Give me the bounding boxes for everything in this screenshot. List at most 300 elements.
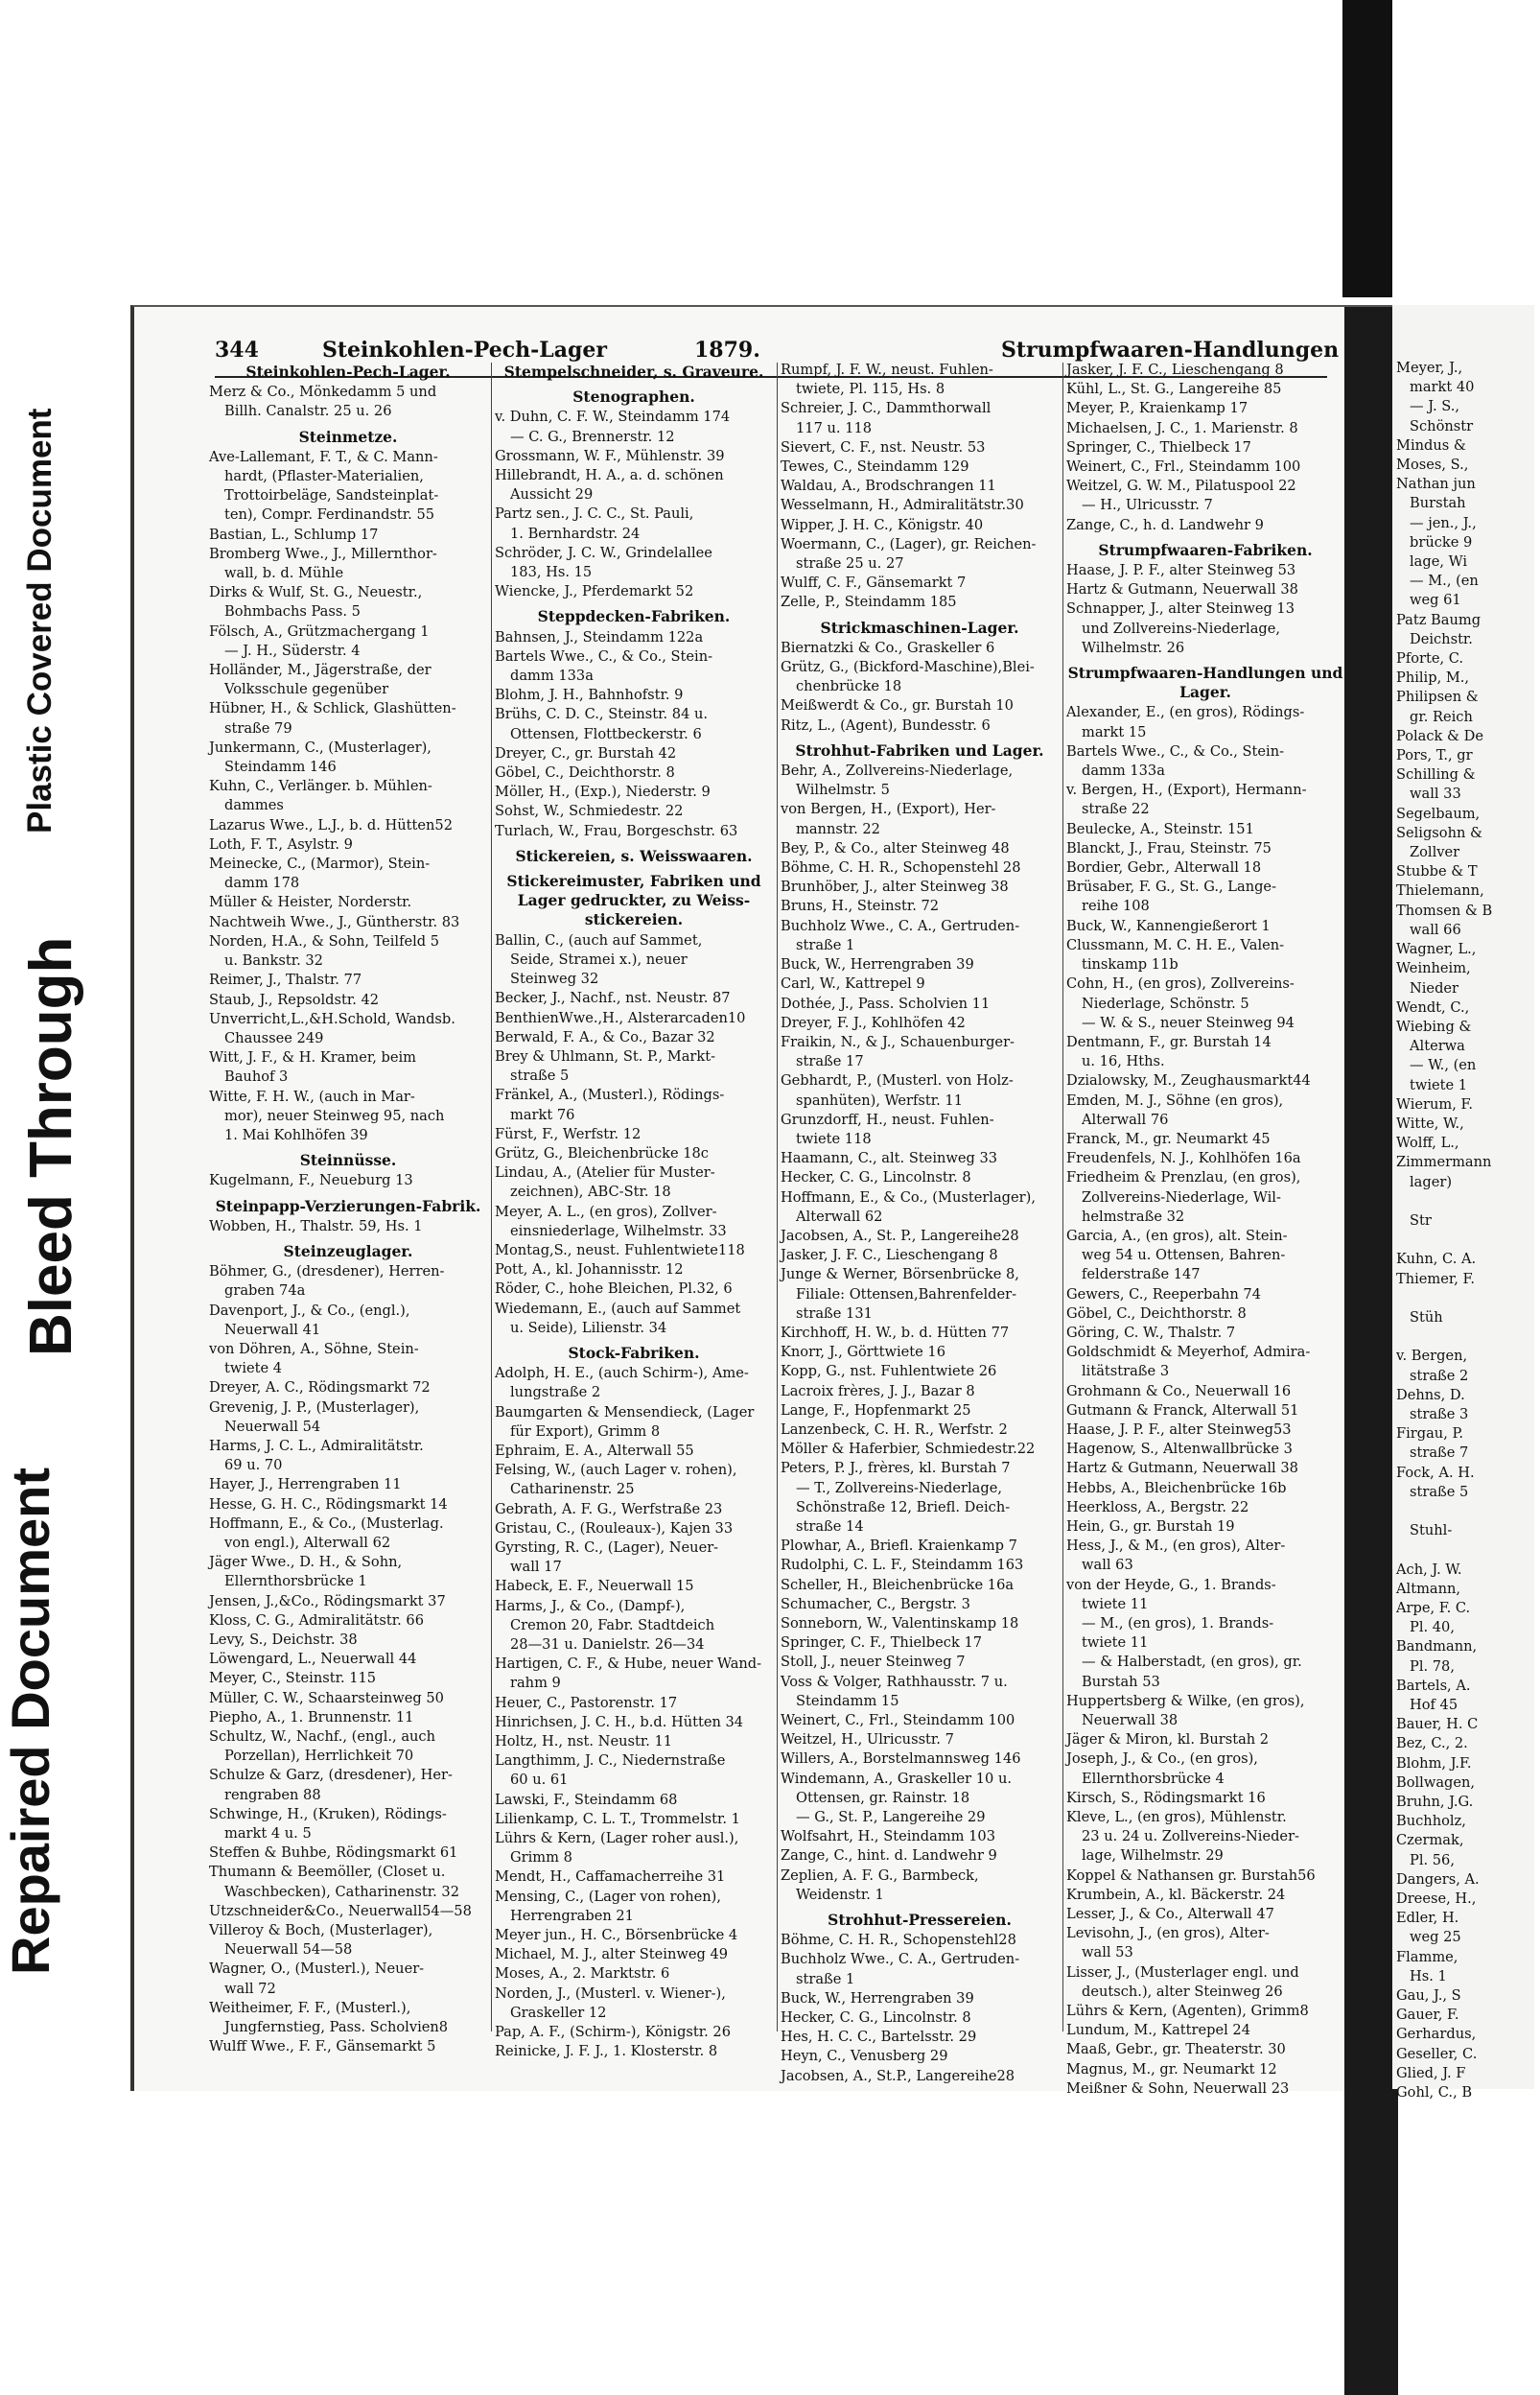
directory-entry: straße 131 bbox=[796, 1304, 873, 1322]
facing-entry: weg 61 bbox=[1410, 592, 1461, 609]
facing-entry: markt 40 bbox=[1410, 379, 1475, 396]
directory-entry: Ritz, L., (Agent), Bundesstr. 6 bbox=[781, 716, 991, 734]
directory-entry: Lindau, A., (Atelier für Muster- bbox=[495, 1164, 715, 1182]
directory-entry: Haamann, C., alt. Steinweg 33 bbox=[781, 1150, 998, 1167]
directory-entry: Springer, C. F., Thielbeck 17 bbox=[781, 1634, 983, 1652]
directory-entry: 60 u. 61 bbox=[510, 1772, 569, 1789]
directory-entry: Weitzel, H., Ulricusstr. 7 bbox=[781, 1731, 954, 1749]
directory-entry: Zollvereins-Niederlage, Wil- bbox=[1082, 1188, 1281, 1206]
directory-entry: — J. H., Süderstr. 4 bbox=[224, 642, 361, 659]
directory-entry: Tewes, C., Steindamm 129 bbox=[781, 458, 969, 476]
facing-entry bbox=[1396, 1502, 1540, 1521]
directory-entry: 117 u. 118 bbox=[796, 419, 873, 436]
directory-entry: Harms, J., & Co., (Dampf-), bbox=[495, 1597, 686, 1614]
directory-entry: Bahnsen, J., Steindamm 122a bbox=[495, 628, 704, 646]
directory-entry: Hübner, H., & Schlick, Glashütten- bbox=[209, 700, 456, 717]
plastic-covered-label: Plastic Covered Document bbox=[21, 408, 58, 834]
facing-page-fragment bbox=[1392, 305, 1534, 2101]
directory-entry: v. Bergen, H., (Export), Hermann- bbox=[1066, 782, 1307, 799]
facing-entry: Buchholz, bbox=[1396, 1813, 1466, 1830]
facing-entry: Pors, T., gr bbox=[1396, 747, 1473, 764]
directory-entry: Fränkel, A., (Musterl.), Rödings- bbox=[495, 1087, 725, 1104]
directory-entry: Hinrichsen, J. C. H., b.d. Hütten 34 bbox=[495, 1713, 744, 1730]
facing-entry: Gerhardus, bbox=[1396, 2026, 1477, 2043]
directory-entry: u. Bankstr. 32 bbox=[224, 952, 323, 970]
facing-entry: brücke 9 bbox=[1410, 533, 1473, 551]
facing-entry: Nathan jun bbox=[1396, 476, 1476, 493]
directory-entry: Dreyer, C., gr. Burstah 42 bbox=[495, 744, 677, 762]
directory-entry: Lange, F., Hopfenmarkt 25 bbox=[781, 1401, 971, 1419]
directory-entry: Waschbecken), Catharinenstr. 32 bbox=[224, 1883, 459, 1900]
directory-entry: Norden, H.A., & Sohn, Teilfeld 5 bbox=[209, 932, 440, 950]
directory-entry: lage, Wilhelmstr. 29 bbox=[1082, 1847, 1224, 1865]
facing-entry: Weinheim, bbox=[1396, 960, 1471, 977]
directory-entry: markt 76 bbox=[510, 1106, 575, 1123]
facing-entry: Burstah bbox=[1410, 495, 1466, 512]
directory-entry: BenthienWwe.,H., Alsterarcaden10 bbox=[495, 1009, 746, 1026]
directory-entry: Hartz & Gutmann, Neuerwall 38 bbox=[1066, 581, 1298, 599]
directory-entry: Alexander, E., (en gros), Rödings- bbox=[1066, 704, 1305, 721]
directory-entry: Plowhar, A., Briefl. Kraienkamp 7 bbox=[781, 1538, 1017, 1555]
facing-entry: Bartels, A. bbox=[1396, 1677, 1471, 1694]
directory-entry: Gutmann & Franck, Alterwall 51 bbox=[1066, 1401, 1299, 1419]
directory-entry: Partz sen., J. C. C., St. Pauli, bbox=[495, 505, 694, 523]
directory-entry: Göbel, C., Deichthorstr. 8 bbox=[1066, 1304, 1247, 1322]
directory-entry: Weitzel, G. W. M., Pilatuspool 22 bbox=[1066, 478, 1296, 495]
directory-entry: Steindamm 146 bbox=[224, 759, 337, 776]
facing-entry: Thiemer, F. bbox=[1396, 1270, 1476, 1287]
directory-entry: von der Heyde, G., 1. Brands- bbox=[1066, 1576, 1276, 1593]
directory-entry: Jasker, J. F. C., Lieschengang 8 bbox=[1066, 362, 1284, 378]
directory-entry: Buchholz Wwe., C. A., Gertruden- bbox=[781, 917, 1020, 934]
directory-entry: Volksschule gegenüber bbox=[224, 681, 389, 698]
directory-entry: Hayer, J., Herrengraben 11 bbox=[209, 1476, 402, 1493]
directory-entry: Lawski, F., Steindamm 68 bbox=[495, 1791, 678, 1808]
section-heading: Stempelschneider, s. Graveure. bbox=[503, 363, 764, 381]
directory-entry: Gebrath, A. F. G., Werfstraße 23 bbox=[495, 1500, 723, 1517]
directory-entry: von engl.), Alterwall 62 bbox=[224, 1534, 391, 1551]
directory-entry: Zange, C., h. d. Landwehr 9 bbox=[1066, 516, 1264, 533]
section-heading: Strickmaschinen-Lager. bbox=[820, 618, 1019, 637]
facing-entry: Edler, H. bbox=[1396, 1910, 1459, 1927]
directory-entry: Springer, C., Thielbeck 17 bbox=[1066, 438, 1251, 456]
directory-entry: Billh. Canalstr. 25 u. 26 bbox=[224, 403, 392, 420]
facing-entry bbox=[1396, 1231, 1540, 1250]
directory-entry: 183, Hs. 15 bbox=[510, 564, 593, 581]
directory-entry: Haase, J. P. F., alter Steinweg53 bbox=[1066, 1421, 1292, 1438]
directory-entry: wall 63 bbox=[1082, 1557, 1133, 1574]
section-heading: Steppdecken-Fabriken. bbox=[537, 607, 731, 626]
directory-entry: Schönstraße 12, Briefl. Deich- bbox=[796, 1498, 1011, 1515]
directory-entry: Grütz, G., (Bickford-Maschine),Blei- bbox=[781, 659, 1035, 676]
facing-entry bbox=[1396, 1540, 1540, 1560]
directory-entry: Bartels Wwe., C., & Co., Stein- bbox=[495, 647, 713, 665]
directory-entry: wall 17 bbox=[510, 1559, 562, 1576]
directory-entry: Neuerwall 54—58 bbox=[224, 1941, 353, 1959]
directory-entry: twiete 11 bbox=[1082, 1634, 1149, 1652]
directory-entry: Fraikin, N., & J., Schauenburger- bbox=[781, 1033, 1015, 1050]
directory-entry: Staub, J., Repsoldstr. 42 bbox=[209, 991, 380, 1008]
facing-entry: Bollwagen, bbox=[1396, 1773, 1476, 1791]
directory-entry: Krumbein, A., kl. Bäckerstr. 24 bbox=[1066, 1886, 1286, 1903]
directory-entry: Rumpf, J. F. W., neust. Fuhlen- bbox=[781, 362, 993, 378]
directory-entry: Heyn, C., Venusberg 29 bbox=[781, 2048, 948, 2065]
directory-entry: Kuhn, C., Verlänger. b. Mühlen- bbox=[209, 778, 432, 795]
facing-entry: Pl. 78, bbox=[1410, 1657, 1455, 1675]
section-heading: Steinnüsse. bbox=[299, 1151, 397, 1170]
facing-entry: — W., (en bbox=[1410, 1057, 1477, 1074]
directory-entry: Pap, A. F., (Schirm-), Königstr. 26 bbox=[495, 2024, 731, 2041]
facing-entry: Hs. 1 bbox=[1410, 1967, 1447, 1984]
directory-entry: von Döhren, A., Söhne, Stein- bbox=[209, 1340, 419, 1357]
directory-entry: Porzellan), Herrlichkeit 70 bbox=[224, 1748, 414, 1765]
directory-entry: Montag,S., neust. Fuhlentwiete118 bbox=[495, 1241, 745, 1258]
facing-entry: Firgau, P. bbox=[1396, 1425, 1463, 1443]
directory-entry: Gristau, C., (Rouleaux-), Kajen 33 bbox=[495, 1519, 734, 1537]
directory-entry: Schumacher, C., Bergstr. 3 bbox=[781, 1595, 970, 1612]
directory-entry: rengraben 88 bbox=[224, 1786, 321, 1803]
directory-entry: Harms, J. C. L., Admiralitätstr. bbox=[209, 1437, 424, 1454]
facing-entry: Fock, A. H. bbox=[1396, 1464, 1475, 1481]
facing-entry: Polack & De bbox=[1396, 727, 1484, 744]
directory-entry: Stoll, J., neuer Steinweg 7 bbox=[781, 1654, 966, 1671]
directory-entry: Filiale: Ottensen,Bahrenfelder- bbox=[796, 1285, 1017, 1303]
directory-entry: Hecker, C. G., Lincolnstr. 8 bbox=[781, 1169, 971, 1186]
directory-entry: Steindamm 15 bbox=[796, 1692, 899, 1709]
directory-entry: Villeroy & Boch, (Musterlager), bbox=[209, 1922, 433, 1939]
directory-entry: mannstr. 22 bbox=[796, 820, 880, 837]
directory-entry: straße 79 bbox=[224, 719, 292, 737]
directory-entry: Brey & Uhlmann, St. P., Markt- bbox=[495, 1047, 716, 1065]
directory-entry: ten), Compr. Ferdinandstr. 55 bbox=[224, 506, 435, 524]
facing-entry: Zimmermann bbox=[1396, 1154, 1492, 1171]
facing-entry: Gohl, C., B bbox=[1396, 2084, 1473, 2101]
section-heading: Steinkohlen-Pech-Lager. bbox=[245, 363, 451, 381]
facing-entry: Dreese, H., bbox=[1396, 1890, 1477, 1908]
facing-entry: wall 33 bbox=[1410, 786, 1461, 803]
column-1 bbox=[209, 361, 487, 2055]
directory-entry: Catharinenstr. 25 bbox=[510, 1481, 635, 1498]
directory-entry: Knorr, J., Görttwiete 16 bbox=[781, 1344, 946, 1361]
directory-entry: Göbel, C., Deichthorstr. 8 bbox=[495, 764, 675, 782]
directory-entry: — C. G., Brennerstr. 12 bbox=[510, 428, 675, 445]
facing-entry: Dangers, A. bbox=[1396, 1870, 1480, 1888]
facing-entry: Wierum, F. bbox=[1396, 1095, 1474, 1113]
directory-entry: Scheller, H., Bleichenbrücke 16a bbox=[781, 1576, 1015, 1593]
directory-entry: Meyer, C., Steinstr. 115 bbox=[209, 1670, 377, 1687]
directory-entry: Bohmbachs Pass. 5 bbox=[224, 603, 361, 621]
facing-entry: Zollver bbox=[1410, 844, 1460, 861]
directory-entry: weg 54 u. Ottensen, Bahren- bbox=[1082, 1247, 1286, 1264]
section-heading: Steinmetze. bbox=[298, 427, 398, 446]
directory-entry: Holtz, H., nst. Neustr. 11 bbox=[495, 1733, 673, 1750]
directory-entry: Bartels Wwe., C., & Co., Stein- bbox=[1066, 742, 1285, 760]
facing-entry: Glied, J. F bbox=[1396, 2064, 1466, 2081]
directory-entry: Dentmann, F., gr. Burstah 14 bbox=[1066, 1033, 1272, 1050]
directory-entry: Hoffmann, E., & Co., (Musterlager), bbox=[781, 1188, 1036, 1206]
directory-entry: Pott, A., kl. Johannisstr. 12 bbox=[495, 1261, 684, 1279]
directory-entry: Ephraim, E. A., Alterwall 55 bbox=[495, 1442, 694, 1459]
facing-entry: Str bbox=[1410, 1211, 1432, 1229]
year-label: 1879. bbox=[694, 338, 760, 363]
directory-entry: Kleve, L., (en gros), Mühlenstr. bbox=[1066, 1809, 1287, 1826]
directory-entry: Rudolphi, C. L. F., Steindamm 163 bbox=[781, 1557, 1024, 1574]
facing-entry: Bandmann, bbox=[1396, 1638, 1478, 1655]
directory-entry: Jasker, J. F. C., Lieschengang 8 bbox=[781, 1247, 998, 1264]
facing-entry: straße 5 bbox=[1410, 1483, 1469, 1500]
facing-entry: Pl. 40, bbox=[1410, 1619, 1455, 1636]
directory-entry: Kirchhoff, H. W., b. d. Hütten 77 bbox=[781, 1324, 1010, 1341]
directory-entry: Gebhardt, P., (Musterl. von Holz- bbox=[781, 1072, 1014, 1090]
directory-entry: Neuerwall 38 bbox=[1082, 1712, 1178, 1729]
directory-entry: Lundum, M., Kattrepel 24 bbox=[1066, 2022, 1251, 2039]
directory-entry: Norden, J., (Musterl. v. Wiener-), bbox=[495, 1984, 726, 2002]
directory-entry: wall 72 bbox=[224, 1980, 276, 1997]
facing-entry: Ach, J. W. bbox=[1396, 1561, 1462, 1578]
section-heading: Stickereimuster, Fabriken und Lager gedruckter, zu Weiss-stickereien. bbox=[506, 872, 761, 929]
directory-entry: Willers, A., Borstelmannsweg 146 bbox=[781, 1750, 1021, 1768]
directory-entry: Schultz, W., Nachf., (engl., auch bbox=[209, 1728, 435, 1746]
directory-entry: zeichnen), ABC-Str. 18 bbox=[510, 1184, 671, 1201]
directory-entry: Meyer, A. L., (en gros), Zollver- bbox=[495, 1203, 717, 1220]
directory-entry: Junge & Werner, Börsenbrücke 8, bbox=[781, 1266, 1019, 1283]
directory-entry: Müller & Heister, Norderstr. bbox=[209, 894, 412, 911]
directory-entry: Blanckt, J., Frau, Steinstr. 75 bbox=[1066, 839, 1272, 857]
directory-entry: Junkermann, C., (Musterlager), bbox=[209, 739, 432, 756]
facing-entry: — jen., J., bbox=[1410, 514, 1477, 531]
directory-entry: Steinweg 32 bbox=[510, 971, 599, 988]
binding-shadow bbox=[1342, 0, 1392, 297]
directory-entry: Weinert, C., Frl., Steindamm 100 bbox=[1066, 458, 1301, 476]
facing-entry: Pforte, C. bbox=[1396, 650, 1464, 668]
directory-entry: Cremon 20, Fabr. Stadtdeich bbox=[510, 1616, 715, 1633]
directory-entry: — G., St. P., Langereihe 29 bbox=[796, 1809, 986, 1826]
directory-entry: Hagenow, S., Altenwallbrücke 3 bbox=[1066, 1441, 1293, 1458]
section-heading: Stickereien, s. Weisswaaren. bbox=[515, 846, 753, 865]
repaired-document-label: Repaired Document bbox=[0, 1468, 60, 1976]
directory-entry: Carl, W., Kattrepel 9 bbox=[781, 975, 925, 993]
facing-entry: — M., (en bbox=[1410, 573, 1479, 590]
directory-entry: Grunzdorff, H., neust. Fuhlen- bbox=[781, 1111, 994, 1128]
directory-entry: wall, b. d. Mühle bbox=[224, 565, 344, 582]
directory-entry: 1. Bernhardstr. 24 bbox=[510, 525, 641, 542]
left-running-title: Steinkohlen-Pech-Lager bbox=[322, 338, 607, 363]
directory-entry: Lührs & Kern, (Lager roher ausl.), bbox=[495, 1830, 739, 1847]
directory-entry: Davenport, J., & Co., (engl.), bbox=[209, 1302, 410, 1319]
directory-entry: Möller, H., (Exp.), Niederstr. 9 bbox=[495, 784, 711, 801]
column-divider bbox=[491, 363, 492, 2031]
directory-entry: Peters, P. J., frères, kl. Burstah 7 bbox=[781, 1460, 1011, 1477]
directory-entry: Hein, G., gr. Burstah 19 bbox=[1066, 1517, 1235, 1535]
facing-entry: lager) bbox=[1410, 1173, 1453, 1190]
facing-entry: Arpe, F. C. bbox=[1396, 1600, 1471, 1616]
directory-entry: Michael, M. J., alter Steinweg 49 bbox=[495, 1946, 729, 1963]
directory-entry: Wobben, H., Thalstr. 59, Hs. 1 bbox=[209, 1217, 423, 1234]
directory-entry: Woermann, C., (Lager), gr. Reichen- bbox=[781, 535, 1037, 552]
facing-entry: straße 3 bbox=[1410, 1405, 1469, 1422]
directory-entry: Hess, J., & M., (en gros), Alter- bbox=[1066, 1538, 1286, 1555]
directory-entry: Buck, W., Kannengießerort 1 bbox=[1066, 917, 1271, 934]
directory-entry: Weinert, C., Frl., Steindamm 100 bbox=[781, 1712, 1015, 1729]
directory-entry: Wiencke, J., Pferdemarkt 52 bbox=[495, 583, 694, 600]
directory-entry: spanhüten), Werfstr. 11 bbox=[796, 1092, 963, 1109]
directory-entry: Berwald, F. A., & Co., Bazar 32 bbox=[495, 1028, 715, 1045]
directory-entry: hardt, (Pflaster-Materialien, bbox=[224, 468, 424, 485]
column-3 bbox=[781, 361, 1059, 2084]
book-spine bbox=[1344, 307, 1398, 2395]
directory-entry: Lilienkamp, C. L. T., Trommelstr. 1 bbox=[495, 1810, 740, 1827]
facing-entry: Stuhl- bbox=[1410, 1522, 1453, 1539]
directory-entry: Maaß, Gebr., gr. Theaterstr. 30 bbox=[1066, 2041, 1286, 2058]
directory-entry: straße 17 bbox=[796, 1053, 864, 1070]
directory-entry: 69 u. 70 bbox=[224, 1457, 283, 1474]
directory-entry: Ellernthorsbrücke 1 bbox=[224, 1573, 367, 1590]
directory-entry: — & Halberstadt, (en gros), gr. bbox=[1082, 1654, 1302, 1671]
directory-entry: Bastian, L., Schlump 17 bbox=[209, 526, 379, 543]
section-heading: Stock-Fabriken. bbox=[568, 1343, 700, 1362]
directory-entry: Nachtweih Wwe., J., Güntherstr. 83 bbox=[209, 913, 460, 930]
directory-entry: Joseph, J., & Co., (en gros), bbox=[1066, 1750, 1258, 1768]
directory-entry: Alterwall 62 bbox=[796, 1208, 883, 1225]
directory-entry: Weitheimer, F. F., (Musterl.), bbox=[209, 1999, 411, 2016]
directory-entry: Brüsaber, F. G., St. G., Lange- bbox=[1066, 879, 1276, 896]
directory-entry: straße 25 u. 27 bbox=[796, 555, 904, 573]
facing-entry: — J. S., bbox=[1410, 398, 1459, 415]
directory-entry: Hesse, G. H. C., Rödingsmarkt 14 bbox=[209, 1495, 448, 1513]
directory-entry: Unverricht,L.,&H.Schold, Wandsb. bbox=[209, 1010, 455, 1027]
directory-entry: tinskamp 11b bbox=[1082, 956, 1178, 974]
directory-entry: Bordier, Gebr., Alterwall 18 bbox=[1066, 859, 1262, 877]
directory-entry: Ballin, C., (auch auf Sammet, bbox=[495, 931, 703, 949]
directory-entry: Dreyer, A. C., Rödingsmarkt 72 bbox=[209, 1379, 431, 1397]
directory-entry: Loth, F. T., Asylstr. 9 bbox=[209, 835, 353, 853]
directory-entry: Göring, C. W., Thalstr. 7 bbox=[1066, 1324, 1236, 1341]
directory-entry: Ave-Lallemant, F. T., & C. Mann- bbox=[209, 448, 438, 465]
directory-entry: Lazarus Wwe., L.J., b. d. Hütten52 bbox=[209, 816, 453, 834]
directory-entry: Wesselmann, H., Admiralitätstr.30 bbox=[781, 497, 1024, 514]
directory-entry: Löwengard, L., Neuerwall 44 bbox=[209, 1651, 417, 1668]
directory-entry: Röder, C., hohe Bleichen, Pl.32, 6 bbox=[495, 1280, 733, 1298]
directory-entry: Levy, S., Deichstr. 38 bbox=[209, 1632, 358, 1648]
directory-entry: und Zollvereins-Niederlage, bbox=[1082, 620, 1281, 637]
directory-entry: Mendt, H., Caffamacherreihe 31 bbox=[495, 1868, 726, 1886]
directory-entry: Mensing, C., (Lager von rohen), bbox=[495, 1888, 721, 1905]
directory-entry: Hartz & Gutmann, Neuerwall 38 bbox=[1066, 1460, 1298, 1477]
directory-entry: Fölsch, A., Grützmachergang 1 bbox=[209, 622, 430, 640]
facing-entry: Philip, M., bbox=[1396, 669, 1470, 687]
directory-entry: straße 14 bbox=[796, 1517, 864, 1535]
directory-entry: Wilhelmstr. 26 bbox=[1082, 639, 1185, 656]
facing-entry: Kuhn, C. A. bbox=[1396, 1251, 1477, 1268]
facing-entry: Hof 45 bbox=[1410, 1697, 1458, 1714]
facing-entry bbox=[1396, 1289, 1540, 1308]
directory-entry: Dreyer, F. J., Kohlhöfen 42 bbox=[781, 1014, 966, 1031]
directory-entry: Felsing, W., (auch Lager v. rohen), bbox=[495, 1462, 737, 1479]
directory-entry: straße 1 bbox=[796, 1970, 855, 1987]
column-4 bbox=[1066, 361, 1344, 2097]
directory-entry: Hecker, C. G., Lincolnstr. 8 bbox=[781, 2009, 971, 2027]
directory-entry: twiete, Pl. 115, Hs. 8 bbox=[796, 381, 945, 398]
directory-entry: u. 16, Hths. bbox=[1082, 1053, 1165, 1070]
directory-entry: Hillebrandt, H. A., a. d. schönen bbox=[495, 467, 724, 484]
directory-entry: dammes bbox=[224, 797, 284, 814]
directory-entry: felderstraße 147 bbox=[1082, 1266, 1201, 1283]
directory-entry: Baumgarten & Mensendieck, (Lager bbox=[495, 1403, 755, 1421]
facing-entry: Thielemann, bbox=[1396, 882, 1484, 900]
directory-entry: Jacobsen, A., St.P., Langereihe28 bbox=[781, 2067, 1015, 2084]
section-heading: Steinzeuglager. bbox=[283, 1241, 413, 1260]
facing-entry: Geseller, C. bbox=[1396, 2045, 1478, 2062]
directory-entry: Jäger & Miron, kl. Burstah 2 bbox=[1066, 1731, 1270, 1749]
directory-entry: Schwinge, H., (Kruken), Rödings- bbox=[209, 1805, 447, 1822]
facing-entry: Bez, C., 2. bbox=[1396, 1735, 1468, 1752]
directory-page bbox=[130, 305, 1400, 2097]
facing-entry: Schönstr bbox=[1410, 417, 1474, 434]
directory-entry: Zeplien, A. F. G., Barmbeck, bbox=[781, 1867, 979, 1884]
directory-entry: Aussicht 29 bbox=[510, 486, 594, 504]
facing-entry bbox=[1396, 1327, 1540, 1347]
facing-entry: Czermak, bbox=[1396, 1832, 1464, 1849]
facing-entry: gr. Reich bbox=[1410, 708, 1473, 725]
facing-entry: wall 66 bbox=[1410, 921, 1461, 938]
facing-entry: Gau, J., S bbox=[1396, 1987, 1461, 2005]
directory-entry: Dothée, J., Pass. Scholvien 11 bbox=[781, 995, 991, 1012]
directory-entry: Freudenfels, N. J., Kohlhöfen 16a bbox=[1066, 1150, 1301, 1167]
directory-entry: Clussmann, M. C. H. E., Valen- bbox=[1066, 936, 1285, 953]
facing-entry: weg 25 bbox=[1410, 1929, 1461, 1946]
directory-entry: Zange, C., hint. d. Landwehr 9 bbox=[781, 1847, 997, 1865]
facing-entry bbox=[1396, 1192, 1540, 1211]
directory-entry: Koppel & Nathansen gr. Burstah56 bbox=[1066, 1867, 1316, 1884]
facing-entry: Stüh bbox=[1410, 1308, 1443, 1326]
directory-entry: Turlach, W., Frau, Borgeschstr. 63 bbox=[495, 822, 738, 839]
directory-entry: damm 133a bbox=[1082, 763, 1165, 780]
directory-entry: Jacobsen, A., St. P., Langereihe28 bbox=[781, 1227, 1019, 1244]
facing-entry: straße 7 bbox=[1410, 1444, 1469, 1462]
facing-entry: Altmann, bbox=[1396, 1580, 1461, 1597]
directory-entry: damm 178 bbox=[224, 875, 300, 892]
directory-entry: Moses, A., 2. Marktstr. 6 bbox=[495, 1965, 670, 1983]
directory-entry: Grütz, G., Bleichenbrücke 18c bbox=[495, 1144, 709, 1162]
directory-entry: Wagner, O., (Musterl.), Neuer- bbox=[209, 1961, 425, 1978]
directory-entry: Magnus, M., gr. Neumarkt 12 bbox=[1066, 2060, 1277, 2078]
directory-entry: Adolph, H. E., (auch Schirm-), Ame- bbox=[495, 1365, 749, 1382]
facing-entry: Pl. 56, bbox=[1410, 1851, 1455, 1868]
directory-entry: Sohst, W., Schmiedestr. 22 bbox=[495, 803, 684, 820]
directory-entry: Kühl, L., St. G., Langereihe 85 bbox=[1066, 381, 1282, 398]
directory-entry: Gyrsting, R. C., (Lager), Neuer- bbox=[495, 1538, 719, 1556]
directory-entry: Buck, W., Herrengraben 39 bbox=[781, 956, 974, 974]
directory-entry: Beulecke, A., Steinstr. 151 bbox=[1066, 820, 1254, 837]
directory-entry: Böhme, C. H. R., Schopenstehl28 bbox=[781, 1932, 1016, 1949]
directory-entry: Hes, H. C. C., Bartelsstr. 29 bbox=[781, 2029, 977, 2046]
label-sidebar bbox=[0, 0, 125, 2088]
directory-entry: Biernatzki & Co., Graskeller 6 bbox=[781, 639, 995, 656]
directory-entry: Blohm, J. H., Bahnhofstr. 9 bbox=[495, 687, 684, 704]
directory-entry: helmstraße 32 bbox=[1082, 1208, 1185, 1225]
facing-entry: Stubbe & T bbox=[1396, 863, 1478, 881]
page-number: 344 bbox=[215, 338, 259, 363]
directory-entry: Grossmann, W. F., Mühlenstr. 39 bbox=[495, 447, 725, 464]
directory-entry: Gewers, C., Reeperbahn 74 bbox=[1066, 1285, 1261, 1303]
facing-entry: Meyer, J., bbox=[1396, 360, 1463, 376]
directory-entry: Holländer, M., Jägerstraße, der bbox=[209, 662, 432, 679]
directory-entry: Windemann, A., Graskeller 10 u. bbox=[781, 1770, 1012, 1787]
directory-entry: Möller & Haferbier, Schmiedestr.22 bbox=[781, 1441, 1036, 1458]
directory-entry: Reinicke, J. F. J., 1. Klosterstr. 8 bbox=[495, 2043, 718, 2060]
directory-entry: Kugelmann, F., Neueburg 13 bbox=[209, 1172, 413, 1189]
facing-entry: twiete 1 bbox=[1410, 1076, 1468, 1093]
